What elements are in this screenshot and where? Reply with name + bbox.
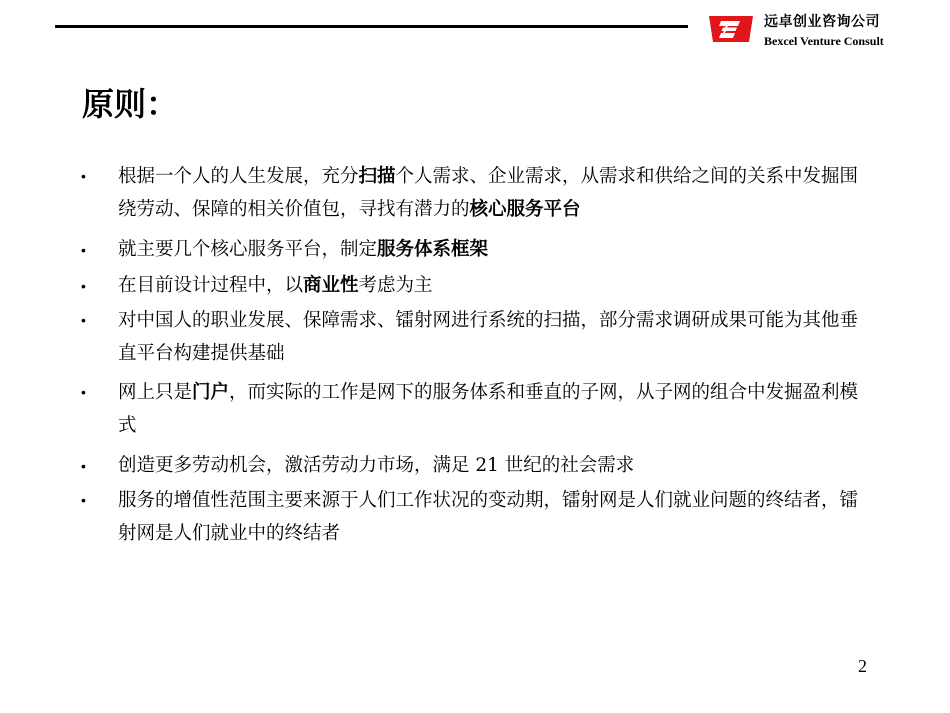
page-title: 原则： — [82, 85, 179, 123]
bullet-item — [78, 304, 868, 370]
bullet-item — [78, 268, 868, 304]
bullet-emphasis: 扫描 — [358, 166, 396, 187]
bullet-emphasis: 门户 — [192, 382, 230, 403]
bullet-text: 对中国人的职业发展、保障需求、镭射网进行系统的扫描，部分需求调研成果可能为其他垂直平台构建提供基础 — [118, 310, 859, 364]
bullet-text: 创造更多劳动机会，激活劳动力市场，满足 21 世纪的社会需求 — [118, 455, 635, 476]
bullet-item — [78, 376, 868, 442]
company-logo-icon — [707, 13, 755, 45]
bullet-dot-icon: • — [81, 278, 86, 294]
page-number: 2 — [858, 656, 867, 676]
bullet-text: 个人需求、企业需求，从需求和供给之间的关系中发掘围绕劳动、保障的相关价值包，寻找有潜力的 — [118, 166, 859, 220]
bullet-text: 网上只是 — [118, 382, 193, 403]
bullet-text: 服务的增值性范围主要来源于人们工作状况的变动期，镭射网是人们就业问题的终结者，镭射网是人们就业中的终结者 — [118, 490, 859, 544]
bullet-emphasis: 商业性 — [303, 275, 359, 296]
bullet-emphasis: 核心服务平台 — [469, 199, 581, 220]
company-name-en: Bexcel Venture Consult — [764, 34, 884, 48]
bullet-text: ，而实际的工作是网下的服务体系和垂直的子网，从子网的组合中发掘盈利模式 — [118, 382, 859, 436]
bullet-text: 就主要几个核心服务平台，制定 — [118, 239, 378, 260]
header-rule — [55, 25, 688, 28]
bullet-text: 在目前设计过程中，以 — [118, 275, 304, 296]
bullet-item — [78, 448, 868, 484]
company-name-cn: 远卓创业咨询公司 — [764, 14, 880, 30]
bullet-item — [78, 232, 868, 268]
bullet-item — [78, 484, 868, 550]
bullet-text: 考虑为主 — [358, 275, 433, 296]
bullet-item — [78, 160, 868, 226]
bullet-text: 根据一个人的人生发展，充分 — [118, 166, 359, 187]
bullet-dot-icon: • — [81, 312, 86, 328]
bullet-dot-icon: • — [81, 458, 86, 474]
principles-list — [78, 160, 868, 556]
bullet-dot-icon: • — [81, 242, 86, 258]
bullet-emphasis: 服务体系框架 — [377, 239, 489, 260]
bullet-dot-icon: • — [81, 168, 86, 184]
bullet-dot-icon: • — [81, 384, 86, 400]
bullet-dot-icon: • — [81, 492, 86, 508]
